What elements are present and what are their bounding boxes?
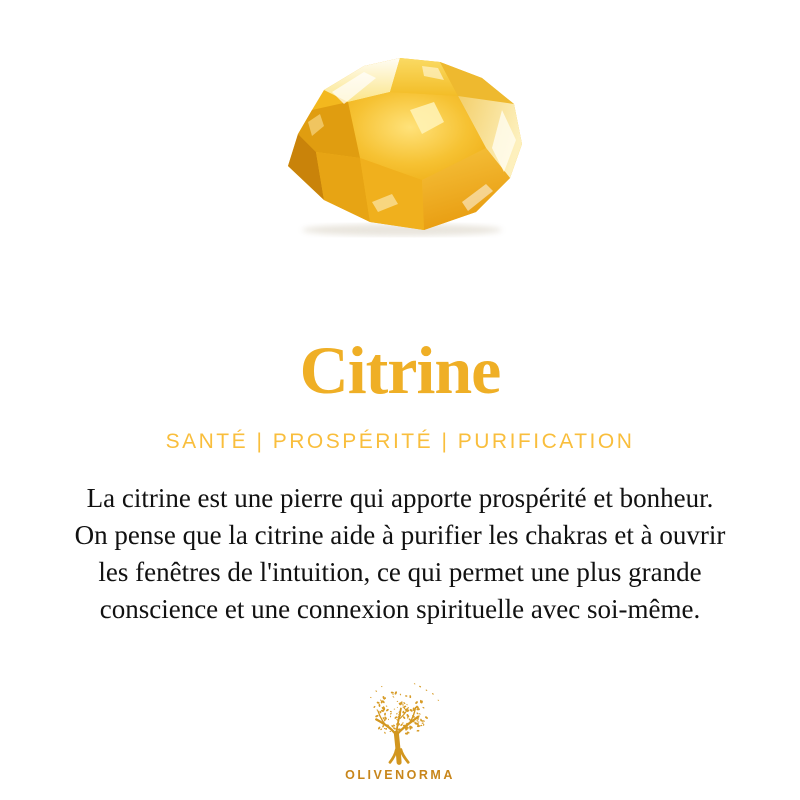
brand-block [0,682,800,782]
description-line: les fenêtres de l'intuition, ce qui permet une plus grande [98,557,702,587]
brand-name: OLIVENORMA [345,768,455,782]
citrine-stone-image [272,52,528,238]
description-line: conscience et une connexion spirituelle avec soi-même. [99,594,701,624]
page-title: Citrine [299,332,501,408]
keywords-subtitle: SANTÉ | PROSPÉRITÉ | PURIFICATION [165,430,635,453]
description-text [32,480,768,628]
description-line: On pense que la citrine aide à purifier les chakras et à ouvrir [74,520,726,550]
olive-tree-icon [351,682,449,766]
description-line: La citrine est une pierre qui apporte prospérité et bonheur. [86,483,714,513]
